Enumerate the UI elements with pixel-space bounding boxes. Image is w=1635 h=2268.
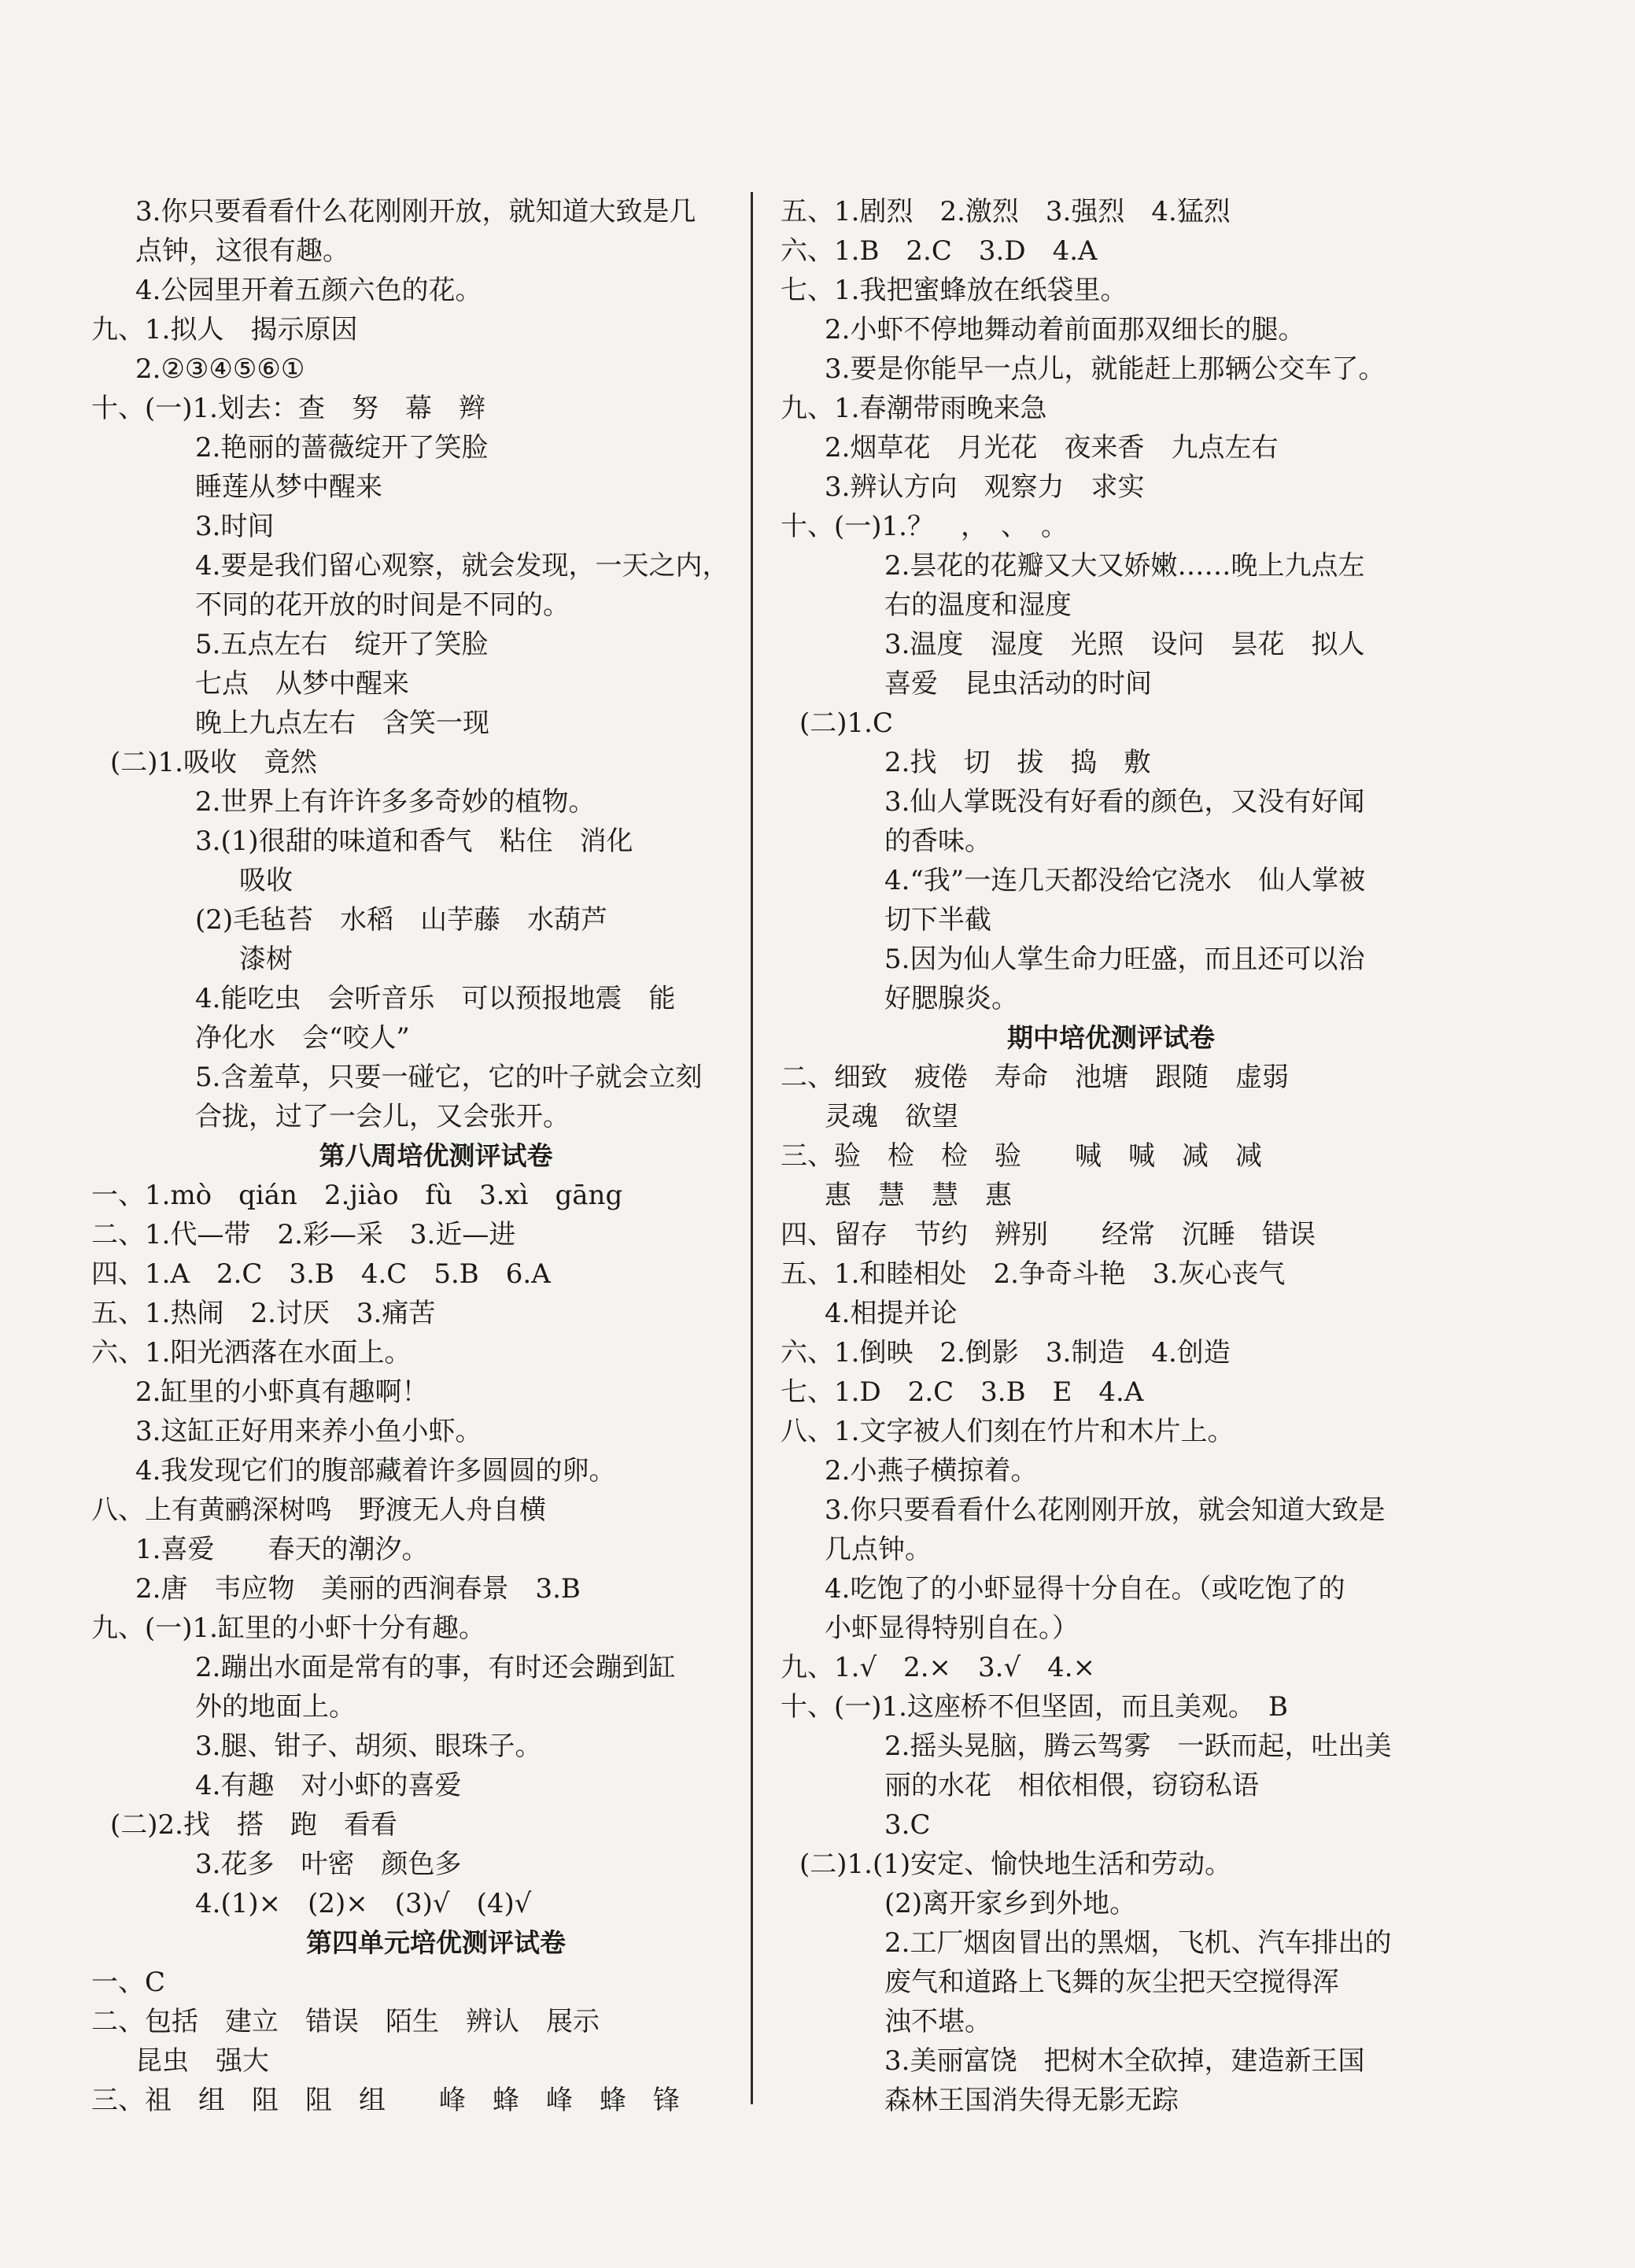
answer-line: 废气和道路上飞舞的灰尘把天空搅得浑 <box>884 1967 1339 1998</box>
answer-line: 的香味。 <box>884 826 991 857</box>
answer-line: 5.因为仙人掌生命力旺盛，而且还可以治 <box>884 944 1365 975</box>
answer-line: 2.找 切 拔 捣 敷 <box>884 747 1151 778</box>
answer-line: 五、1.热闹 2.讨厌 3.痛苦 <box>91 1298 436 1329</box>
answer-line: 5.五点左右 绽开了笑脸 <box>195 629 489 660</box>
answer-line: 喜爱 昆虫活动的时间 <box>884 668 1152 700</box>
answer-line: 2.世界上有许许多多奇妙的植物。 <box>195 786 596 818</box>
answer-line: 2.昙花的花瓣又大又娇嫩……晚上九点左 <box>884 550 1365 582</box>
answer-line: 二、包括 建立 错误 陌生 辨认 展示 <box>91 2006 600 2037</box>
answer-line: 好腮腺炎。 <box>884 983 1018 1014</box>
answer-line: 几点钟。 <box>825 1534 932 1565</box>
answer-line: 八、上有黄鹂深树鸣 野渡无人舟自横 <box>91 1494 546 1526</box>
answer-line: 十、(一)1.？ ， 、 。 <box>781 511 1068 542</box>
answer-line: 合拢，过了一会儿，又会张开。 <box>195 1101 570 1132</box>
answer-line: 2.摇头晃脑，腾云驾雾 一跃而起，吐出美 <box>884 1731 1392 1762</box>
answer-line: 切下半截 <box>884 904 991 936</box>
answer-line: 3.这缸正好用来养小鱼小虾。 <box>135 1416 482 1447</box>
answer-line: 3.要是你能早一点儿，就能赶上那辆公交车了。 <box>825 353 1386 385</box>
answer-line: 丽的水花 相依相偎，窃窃私语 <box>884 1770 1259 1801</box>
answer-line: 小虾显得特别自在。） <box>825 1612 1079 1644</box>
left-column <box>91 192 749 2120</box>
answer-line: (二)1.(1)安定、愉快地生活和劳动。 <box>799 1849 1232 1880</box>
answer-line: 八、1.文字被人们刻在竹片和木片上。 <box>781 1416 1235 1447</box>
answer-line: 4.“我”一连几天都没给它浇水 仙人掌被 <box>884 865 1366 896</box>
answer-line: 晚上九点左右 含笑一现 <box>195 707 489 739</box>
answer-line: 3.温度 湿度 光照 设问 昙花 拟人 <box>884 629 1365 660</box>
answer-line: 一、1.mò qián 2.jiào fù 3.xì gāng <box>91 1180 623 1211</box>
column-divider <box>751 192 753 2104</box>
answer-line: 3.C <box>884 1809 931 1841</box>
answer-line: 四、留存 节约 辨别 经常 沉睡 错误 <box>781 1219 1316 1250</box>
answer-line: 3.(1)很甜的味道和香气 粘住 消化 <box>195 826 633 857</box>
answer-line: 三、验 检 检 验 喊 喊 减 减 <box>781 1140 1262 1172</box>
answer-line: 四、1.A 2.C 3.B 4.C 5.B 6.A <box>91 1258 551 1290</box>
answer-line: 3.辨认方向 观察力 求实 <box>825 471 1145 503</box>
answer-line: 4.(1)× (2)× (3)√ (4)√ <box>195 1888 532 1919</box>
answer-line: 吸收 <box>239 865 293 896</box>
answer-line: 一、C <box>91 1967 166 1998</box>
answer-line: (2)毛毡苔 水稻 山芋藤 水葫芦 <box>195 904 608 936</box>
section-heading: 第八周培优测评试卷 <box>319 1140 553 1171</box>
answer-line: 5.含羞草，只要一碰它，它的叶子就会立刻 <box>195 1062 703 1093</box>
answer-line: (二)1.吸收 竟然 <box>110 747 317 778</box>
answer-line: 十、(一)1.划去：查 努 幕 辫 <box>91 393 485 424</box>
answer-line: 4.有趣 对小虾的喜爱 <box>195 1770 462 1801</box>
answer-line: 六、1.阳光洒落在水面上。 <box>91 1337 412 1369</box>
answer-line: 2.缸里的小虾真有趣啊！ <box>135 1376 429 1408</box>
answer-line: 七点 从梦中醒来 <box>195 668 409 700</box>
answer-line: 森林王国消失得无影无踪 <box>884 2085 1179 2116</box>
answer-line: 六、1.B 2.C 3.D 4.A <box>781 235 1098 267</box>
answer-line: 九、1.春潮带雨晚来急 <box>781 393 1047 424</box>
answer-line: 七、1.D 2.C 3.B E 4.A <box>781 1376 1144 1408</box>
answer-line: 4.吃饱了的小虾显得十分自在。（或吃饱了的 <box>825 1573 1345 1605</box>
answer-line: 五、1.剧烈 2.激烈 3.强烈 4.猛烈 <box>781 196 1231 227</box>
answer-line: 点钟，这很有趣。 <box>135 235 349 267</box>
answer-line: 2.艳丽的蔷薇绽开了笑脸 <box>195 432 489 464</box>
answer-line: 3.时间 <box>195 511 275 542</box>
answer-line: (2)离开家乡到外地。 <box>884 1888 1137 1919</box>
answer-line: 1.喜爱 春天的潮汐。 <box>135 1534 429 1565</box>
answer-line: 2.小燕子横掠着。 <box>825 1455 1038 1487</box>
answer-line: 4.我发现它们的腹部藏着许多圆圆的卵。 <box>135 1455 616 1487</box>
answer-line: 不同的花开放的时间是不同的。 <box>195 589 570 621</box>
answer-line: 2.蹦出水面是常有的事，有时还会蹦到缸 <box>195 1652 676 1683</box>
answer-line: 4.公园里开着五颜六色的花。 <box>135 275 482 306</box>
answer-line: 3.腿、钳子、胡须、眼珠子。 <box>195 1731 542 1762</box>
answer-line: 昆虫 强大 <box>135 2045 269 2077</box>
answer-line: 2.工厂烟囱冒出的黑烟，飞机、汽车排出的 <box>884 1927 1392 1959</box>
answer-line: 3.美丽富饶 把树木全砍掉，建造新王国 <box>884 2045 1365 2077</box>
answer-line: 4.相提并论 <box>825 1298 958 1329</box>
answer-line: 五、1.和睦相处 2.争奇斗艳 3.灰心丧气 <box>781 1258 1286 1290</box>
answer-line: 七、1.我把蜜蜂放在纸袋里。 <box>781 275 1128 306</box>
answer-line: 4.能吃虫 会听音乐 可以预报地震 能 <box>195 983 676 1014</box>
answer-line: 漆树 <box>239 944 293 975</box>
answer-line: 4.要是我们留心观察，就会发现，一天之内， <box>195 550 729 582</box>
answer-line: 惠 慧 慧 惠 <box>825 1180 1012 1211</box>
answer-line: 净化水 会“咬人” <box>195 1022 410 1054</box>
answer-line: 灵魂 欲望 <box>825 1101 958 1132</box>
answer-line: 九、(一)1.缸里的小虾十分有趣。 <box>91 1612 485 1644</box>
answer-line: 六、1.倒映 2.倒影 3.制造 4.创造 <box>781 1337 1231 1369</box>
answer-line: 睡莲从梦中醒来 <box>195 471 382 503</box>
answer-line: 三、祖 组 阻 阻 组 峰 蜂 峰 蜂 锋 <box>91 2085 680 2116</box>
section-heading: 第四单元培优测评试卷 <box>306 1927 566 1958</box>
answer-line: 3.你只要看看什么花刚刚开放，就会知道大致是 <box>825 1494 1386 1526</box>
answer-line: 3.花多 叶密 颜色多 <box>195 1849 462 1880</box>
answer-line: 2.唐 韦应物 美丽的西涧春景 3.B <box>135 1573 581 1605</box>
answer-line: 十、(一)1.这座桥不但坚固，而且美观。 B <box>781 1691 1288 1723</box>
answer-line: 二、细致 疲倦 寿命 池塘 跟随 虚弱 <box>781 1062 1289 1093</box>
answer-line: 浊不堪。 <box>884 2006 991 2037</box>
answer-line: 九、1.拟人 揭示原因 <box>91 314 358 345</box>
answer-line: 右的温度和湿度 <box>884 589 1072 621</box>
answer-line: 外的地面上。 <box>195 1691 356 1723</box>
answer-line: 2.烟草花 月光花 夜来香 九点左右 <box>825 432 1279 464</box>
right-column <box>781 192 1441 2120</box>
answer-line: 九、1.√ 2.× 3.√ 4.× <box>781 1652 1096 1683</box>
answer-line: 3.你只要看看什么花刚刚开放，就知道大致是几 <box>135 196 696 227</box>
answer-line: 3.仙人掌既没有好看的颜色，又没有好闻 <box>884 786 1365 818</box>
section-heading: 期中培优测评试卷 <box>1007 1022 1215 1053</box>
answer-line: 2.小虾不停地舞动着前面那双细长的腿。 <box>825 314 1305 345</box>
answer-line: (二)2.找 搭 跑 看看 <box>110 1809 397 1841</box>
answer-line: (二)1.C <box>799 707 893 739</box>
answer-line: 二、1.代—带 2.彩—采 3.近—进 <box>91 1219 516 1250</box>
answer-line: 2.②③④⑤⑥① <box>135 353 305 385</box>
